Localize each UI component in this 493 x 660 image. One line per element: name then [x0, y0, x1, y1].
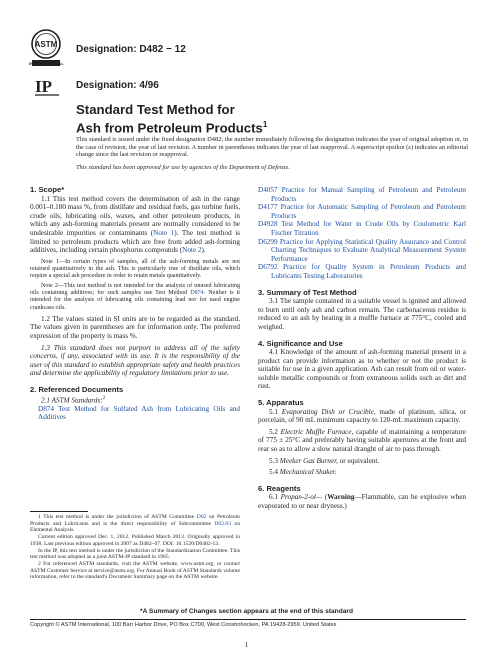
page-number: 1	[244, 641, 249, 649]
footer-rule	[30, 619, 466, 620]
para-5-1: 5.1 Evaporating Dish or Crucible, made of platinum, silica, or porcelain, of 90 mL minimum capacity to 120-mL maximum capacity.	[258, 407, 466, 425]
footnote-1: 1 This test method is under the jurisdiction of ASTM Committee D02 on Petroleum Products and Lubricants and is the direct responsibility of Subcommittee D02.03 on Elemental Analysis.	[30, 514, 240, 534]
summary-heading: 3. Summary of Test Method	[258, 287, 357, 297]
para-5-2: 5.2 Electric Muffle Furnace, capable of maintaining a temperature of 775 ± 25°C and preferably having suitable apertures at the front and rear so as to allow a slow natural draught of air to pass through.	[258, 427, 467, 454]
reagents-heading: 6. Reagents	[258, 483, 301, 493]
para-6-1: 6.1 Propan-2-ol— (Warning—Flammable, can be explosive when evaporated to or near dryness.)	[258, 493, 466, 510]
note-1-link[interactable]: Note 1	[153, 228, 175, 237]
ref-item[interactable]: D6299 Practice for Applying Statistical Quality Assurance and Control Charting Techniques to Evaluate Analytical Measurement System Performance	[258, 237, 466, 263]
para-5-4: 5.4 Mechanical Shaker.	[269, 468, 337, 477]
para-5-3: 5.3 Meeker Gas Burner, or equivalent.	[269, 456, 380, 465]
document-title	[76, 102, 267, 135]
footnote-rule	[30, 511, 88, 512]
ref-item[interactable]: D4928 Test Method for Water in Crude Oils by Coulometric Karl Fischer Titration	[258, 220, 466, 237]
footnote-1-ip: In the IP, this test method is under the jurisdiction of the Standardization Committee. This test method was adopted as a joint ASTM-IP standard in 1965.	[30, 547, 240, 561]
para-4-1: 4.1 Knowledge of the amount of ash-forming material present in a product can provide information as to whether or not the product is suitable for use in a given application. Ash can result from oil or water-soluble metallic compounds or from extraneous solids such as dirt and rust.	[258, 348, 466, 391]
title-footnote-marker: 1	[262, 120, 268, 129]
ip-logo-text: IP	[35, 77, 52, 96]
para-1-2: 1.2 The values stated in SI units are to be regarded as the standard. The values given in parentheses are for information only. The preferred expression of the property is mass %.	[30, 314, 240, 341]
note-2-link[interactable]: Note 2	[182, 246, 202, 255]
title-line-1: Standard Test Method for	[76, 102, 235, 117]
ref-item[interactable]: D4177 Practice for Automatic Sampling of Petroleum and Petroleum Products	[258, 203, 466, 220]
ref-item[interactable]: D4057 Practice for Manual Sampling of Petroleum and Petroleum Products	[258, 186, 466, 203]
astm-standards-label: 2.1 ASTM Standards:$^2$	[41, 395, 106, 404]
d02-link[interactable]: D02	[196, 514, 207, 520]
dod-approval: This standard has been approved for use by agencies of the Department of Defense.	[76, 164, 290, 171]
summary-of-changes-note: *A Summary of Changes section appears at the end of this standard	[140, 608, 353, 615]
footnote-2: 2 For referenced ASTM standards, visit the ASTM website, www.astm.org, or contact ASTM Customer Service at service@astm.org. For Annual Book of ASTM Standards volume information, refer to the standard's Document Summary page on the ASTM website.	[30, 560, 240, 581]
para-1-1: 1.1 This test method covers the determination of ash in the range 0.001–0.180 mass %, from distillate and residual fuels, gas turbine fuels, crude oils, lubricating oils, waxes, and other petroleum products, in which any ash-forming materials present are normally considered to be undesirable impurities or contaminants (Note 1). The test method is limited to petroleum products which are free from added ash-forming additives, including certain phosphorus compounds (Note 2).	[30, 194, 240, 255]
title-line-2: Ash from Petroleum Products	[76, 120, 263, 136]
note-1: Note 1—In certain types of samples, all of the ash-forming metals are not retained quantitatively in the ash. This is particularly true of distillate oils, which require a special ash procedure in order to retain metals quantitatively.	[30, 258, 240, 280]
astm-logo-wordmark: INTERNATIONAL	[29, 61, 64, 66]
para-1-3: 1.3 This standard does not purport to address all of the safety concerns, if any, associated with its use. It is the responsibility of the user of this standard to establish appropriate safety and health practices and determine the applicability of regulatory limitations prior to use.	[30, 343, 240, 378]
intro-paragraph: This standard is issued under the fixed designation D482; the number immediately following the designation indicates the year of original adoption or, in the case of revision, the year of last revision. A number in parentheses indicates the year of last reapproval. A superscript epsilon (ε) indicates an editorial change since the last revision or reapproval.	[76, 136, 468, 159]
svg-text:ASTM: ASTM	[34, 40, 58, 49]
designation-main: Designation: D482 − 12	[76, 44, 186, 55]
footnote-1-edition: Current edition approved Dec. 1, 2012. Published March 2013. Originally approved in 1938. Last previous edition approved in 2007 as D482–07. DOI: 10.1520/D0482-12.	[30, 534, 240, 547]
footnotes	[30, 514, 240, 581]
designation-ip: Designation: 4/96	[76, 80, 159, 91]
right-column	[258, 186, 466, 511]
ref-d874[interactable]: D874 Test Method for Sulfated Ash from Lubricating Oils and Additives	[38, 404, 240, 422]
note-2: Note 2—This test method is not intended for the analysis of unused lubricating oils containing additives; for such samples use Test Method D874. Neither is it intended for the analysis of lubricating oils containing lead nor for used engine crankcase oils.	[30, 282, 240, 311]
d0203-link[interactable]: D02.03	[214, 520, 231, 527]
ip-logo	[33, 76, 61, 96]
significance-heading: 4. Significance and Use	[258, 338, 343, 348]
left-column	[30, 186, 240, 422]
apparatus-heading: 5. Apparatus	[258, 398, 304, 408]
scope-heading: 1. Scope*	[30, 185, 65, 194]
d874-link[interactable]: D874	[190, 289, 204, 296]
para-3-1: 3.1 The sample contained in a suitable vessel is ignited and allowed to burn until only ash and carbon remain. The carbonaceous residue is reduced to an ash by heating in a muffle furnace at 775°C, cooled and weighed.	[258, 297, 466, 331]
ref-item[interactable]: D6792 Practice for Quality System in Petroleum Products and Lubricants Testing Laboratories	[258, 263, 466, 280]
ref-list	[258, 186, 466, 281]
copyright-line: Copyright © ASTM International, 100 Barr Harbor Drive, PO Box C700, West Conshohocken, PA 19428-2959. United States	[30, 622, 337, 628]
refdocs-heading: 2. Referenced Documents	[30, 384, 124, 394]
